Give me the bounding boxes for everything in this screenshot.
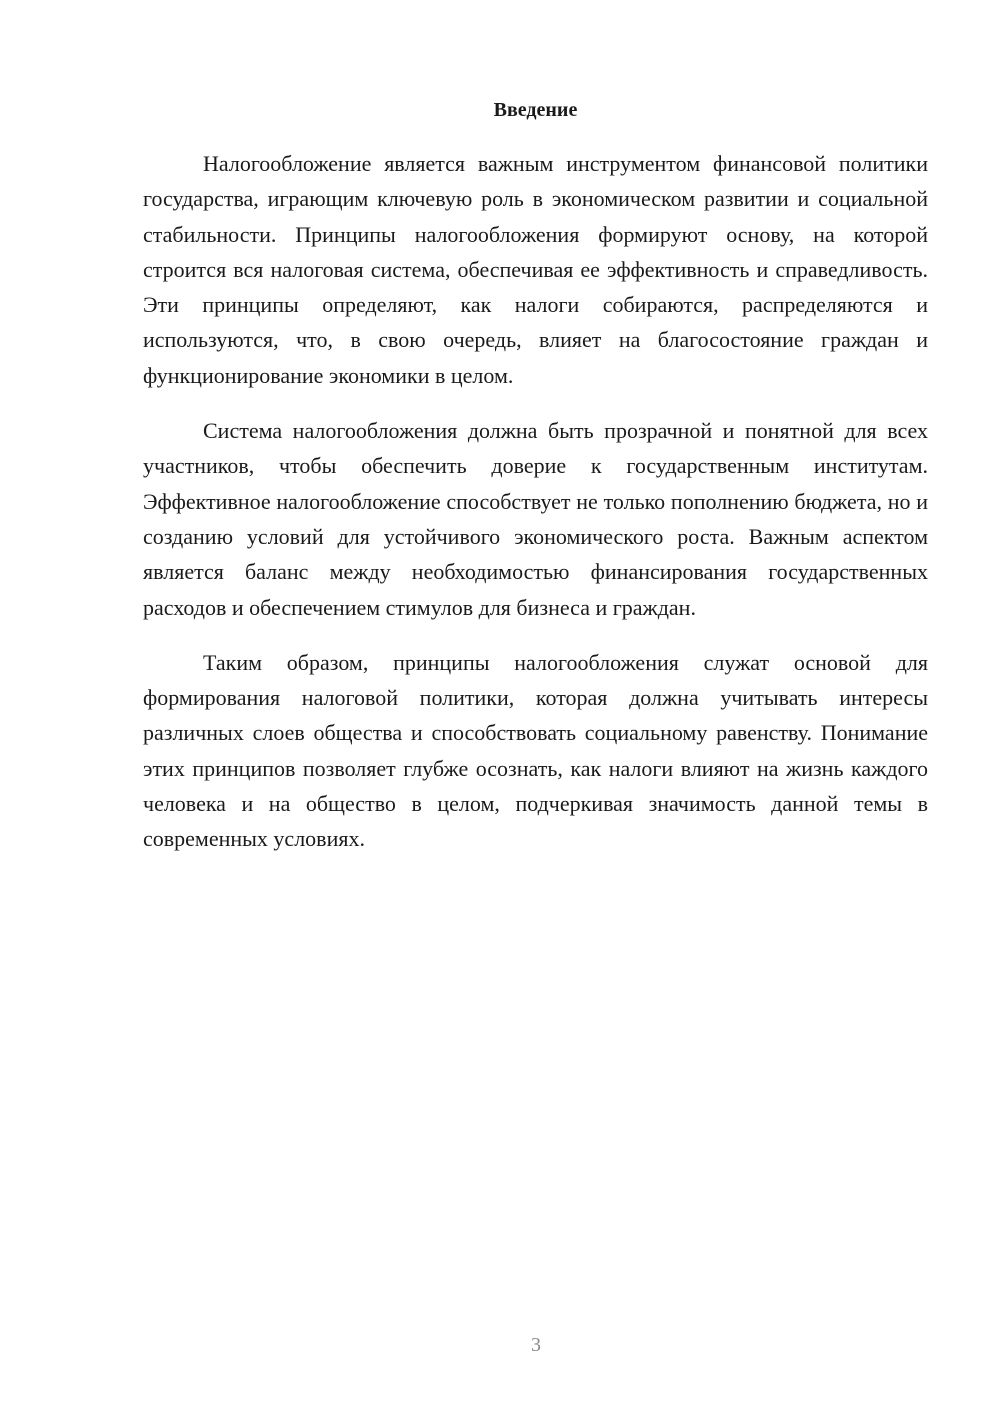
- paragraph-1: Налогообложение является важным инструментом финансовой политики государства, играющим ключевую роль в экономическом развитии и социальной стабильности. Принципы налогообложения формируют основу, на которой строится вся налоговая система, обеспечивая ее эффективность и справедливость. Эти принципы определяют, как налоги собираются, распределяются и используются, что, в свою очередь, влияет на благосостояние граждан и функционирование экономики в целом.: [143, 151, 928, 388]
- paragraph-2: Система налогообложения должна быть прозрачной и понятной для всех участников, чтобы обеспечить доверие к государственным институтам. Эффективное налогообложение способствует не только пополнению бюджета, но и созданию условий для устойчивого экономического роста. Важным аспектом является баланс между необходимостью финансирования государственных расходов и обеспечением стимулов для бизнеса и граждан.: [143, 418, 928, 620]
- section-heading: Введение: [493, 99, 578, 121]
- page-number: 3: [531, 1334, 541, 1356]
- page-content: [143, 96, 928, 877]
- paragraph-3: Таким образом, принципы налогообложения служат основой для формирования налоговой политики, которая должна учитывать интересы различных слоев общества и способствовать социальному равенству. Понимание этих принципов позволяет глубже осознать, как налоги влияют на жизнь каждого человека и на общество в целом, подчеркивая значимость данной темы в современных условиях.: [143, 649, 928, 852]
